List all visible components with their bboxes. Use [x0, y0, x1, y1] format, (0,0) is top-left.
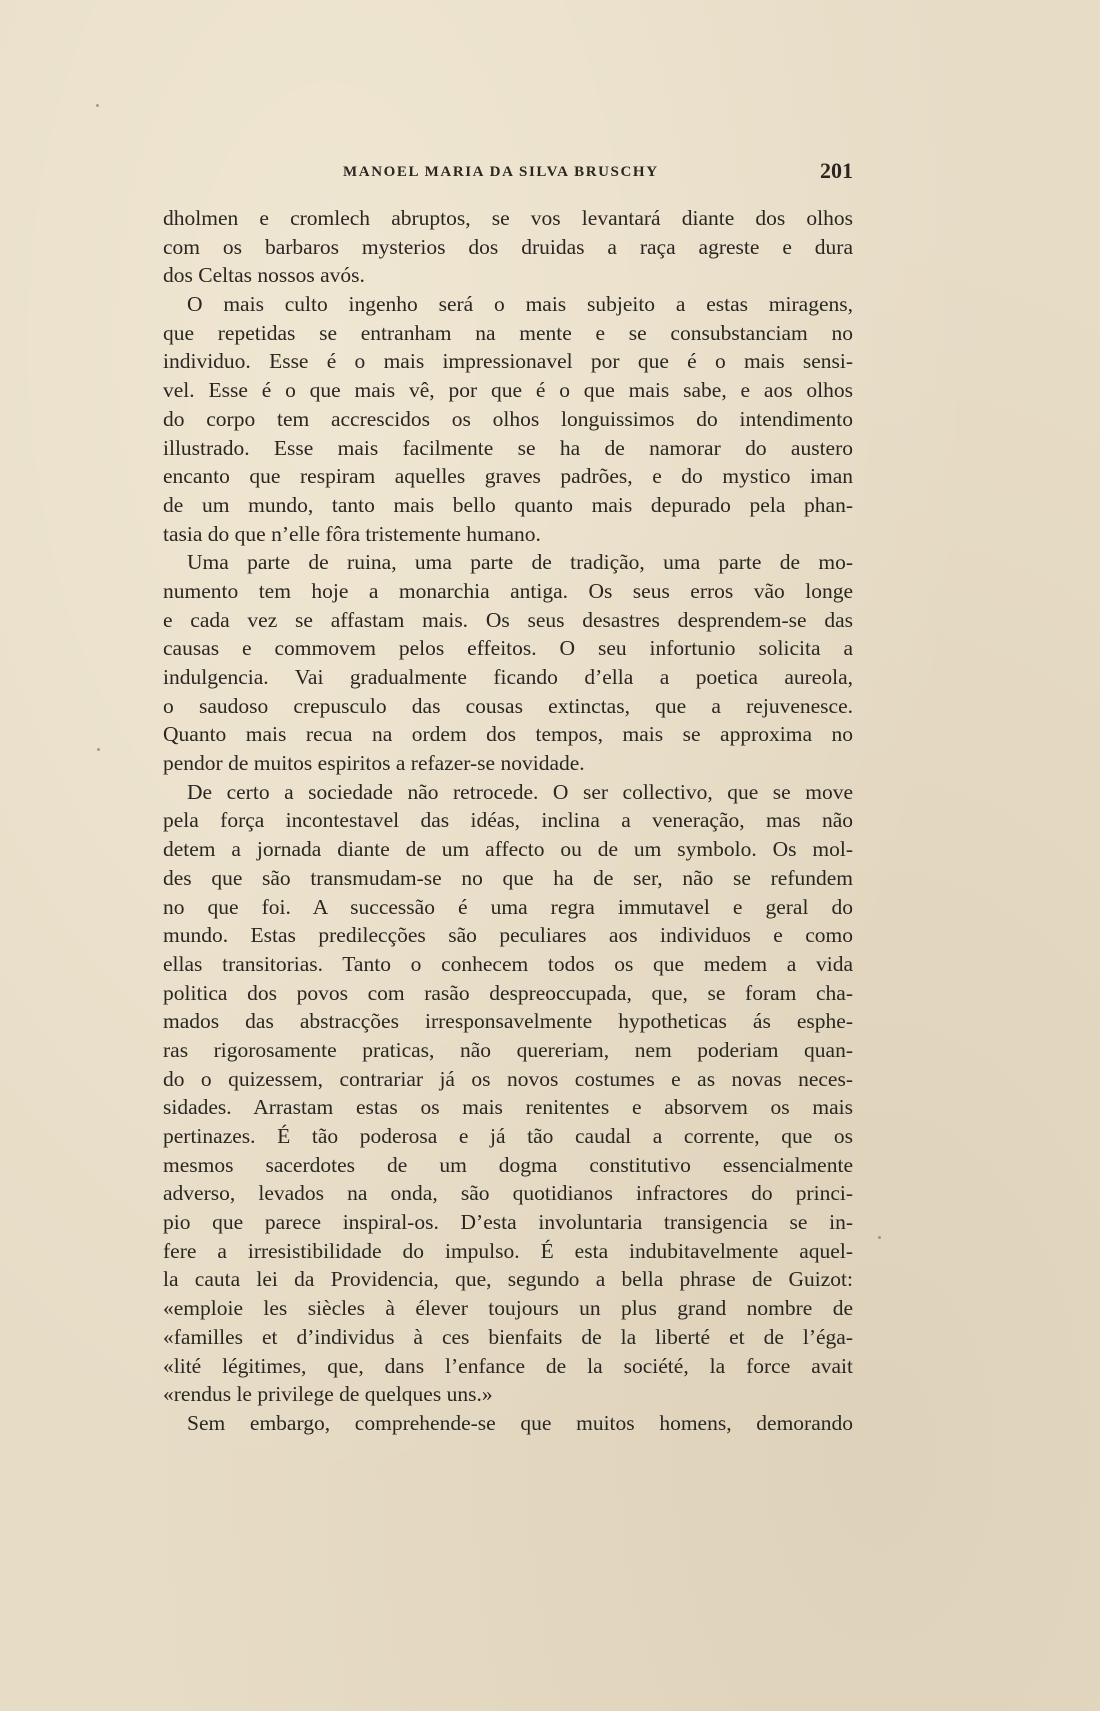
- text-line: «rendus le privilege de quelques uns.»: [163, 1382, 493, 1407]
- text-line: O mais culto ingenho será o mais subjeito a estas miragens,: [187, 292, 853, 317]
- text-line: mados das abstracções irresponsavelmente hypotheticas ás esphe-: [163, 1009, 853, 1034]
- text-line: politica dos povos com rasão despreoccupada, que, se foram cha-: [163, 980, 853, 1005]
- text-line: numento tem hoje a monarchia antiga. Os seus erros vão longe: [163, 578, 853, 603]
- text-line: no que foi. A successão é uma regra immutavel e geral do: [163, 894, 853, 919]
- text-line: encanto que respiram aquelles graves padrões, e do mystico iman: [163, 464, 853, 489]
- text-line: pela força incontestavel das idéas, inclina a veneração, mas não: [163, 808, 853, 833]
- text-line: Uma parte de ruina, uma parte de tradição, uma parte de mo-: [187, 550, 853, 575]
- text-line: ras rigorosamente praticas, não quereriam, nem poderiam quan-: [163, 1037, 853, 1062]
- text-line: De certo a sociedade não retrocede. O ser collectivo, que se move: [187, 779, 853, 804]
- text-line: pertinazes. É tão poderosa e já tão caudal a corrente, que os: [163, 1124, 853, 1148]
- text-line: pio que parece inspiral-os. D’esta involuntaria transigencia se in-: [163, 1210, 853, 1235]
- body-text: [163, 204, 853, 1438]
- text-line: dos Celtas nossos avós.: [163, 263, 365, 288]
- text-line: detem a jornada diante de um affecto ou de um symbolo. Os mol-: [163, 837, 853, 862]
- text-line: Quanto mais recua na ordem dos tempos, mais se approxima no: [163, 722, 853, 747]
- text-line: vel. Esse é o que mais vê, por que é o que mais sabe, e aos olhos: [163, 378, 853, 403]
- text-line: adverso, levados na onda, são quotidianos infractores do princi-: [163, 1181, 853, 1206]
- text-line: e cada vez se affastam mais. Os seus desastres desprendem-se das: [163, 607, 853, 632]
- text-line: do o quizessem, contrariar já os novos costumes e as novas neces-: [163, 1066, 853, 1091]
- text-line: mundo. Estas predilecções são peculiares aos individuos e como: [163, 923, 853, 948]
- text-line: illustrado. Esse mais facilmente se ha de namorar do austero: [163, 435, 853, 460]
- text-line: «emploie les siècles à élever toujours un plus grand nombre de: [163, 1296, 853, 1321]
- text-line: pendor de muitos espiritos a refazer-se novidade.: [163, 751, 585, 776]
- text-line: com os barbaros mysterios dos druidas a raça agreste e dura: [163, 234, 853, 259]
- text-line: Sem embargo, comprehende-se que muitos homens, demorando: [187, 1410, 853, 1435]
- text-line: o saudoso crepusculo das cousas extinctas, que a rejuvenesce.: [163, 693, 853, 718]
- paper-speck: [97, 748, 100, 751]
- running-head: [163, 158, 853, 188]
- text-line: indulgencia. Vai gradualmente ficando d’ella a poetica aureola,: [163, 665, 853, 689]
- text-line: «lité légitimes, que, dans l’enfance de la société, la force avait: [163, 1353, 853, 1378]
- text-line: individuo. Esse é o mais impressionavel por que é o mais sensi-: [163, 349, 853, 374]
- text-line: dholmen e cromlech abruptos, se vos levantará diante dos olhos: [163, 206, 853, 230]
- text-line: que repetidas se entranham na mente e se consubstanciam no: [163, 320, 853, 345]
- text-line: des que são transmudam-se no que ha de ser, não se refundem: [163, 865, 853, 890]
- text-line: ellas transitorias. Tanto o conhecem todos os que medem a vida: [163, 951, 853, 976]
- text-line: tasia do que n’elle fôra tristemente humano.: [163, 521, 541, 546]
- text-line: «familles et d’individus à ces bienfaits de la liberté et de l’éga-: [163, 1324, 853, 1349]
- text-line: de um mundo, tanto mais bello quanto mais depurado pela phan-: [163, 492, 853, 517]
- text-line: la cauta lei da Providencia, que, segundo a bella phrase de Guizot:: [163, 1267, 853, 1292]
- paper-speck: [878, 1236, 881, 1239]
- text-line: mesmos sacerdotes de um dogma constitutivo essencialmente: [163, 1152, 853, 1177]
- text-line: sidades. Arrastam estas os mais renitentes e absorvem os mais: [163, 1095, 853, 1120]
- paper-speck: [96, 104, 99, 107]
- text-line: causas e commovem pelos effeitos. O seu infortunio solicita a: [163, 636, 853, 661]
- text-line: do corpo tem accrescidos os olhos longuissimos do intendimento: [163, 406, 853, 431]
- running-title: MANOEL MARIA DA SILVA BRUSCHY: [343, 164, 659, 180]
- page-number: 201: [820, 158, 853, 183]
- text-line: fere a irresistibilidade do impulso. É esta indubitavelmente aquel-: [163, 1238, 853, 1263]
